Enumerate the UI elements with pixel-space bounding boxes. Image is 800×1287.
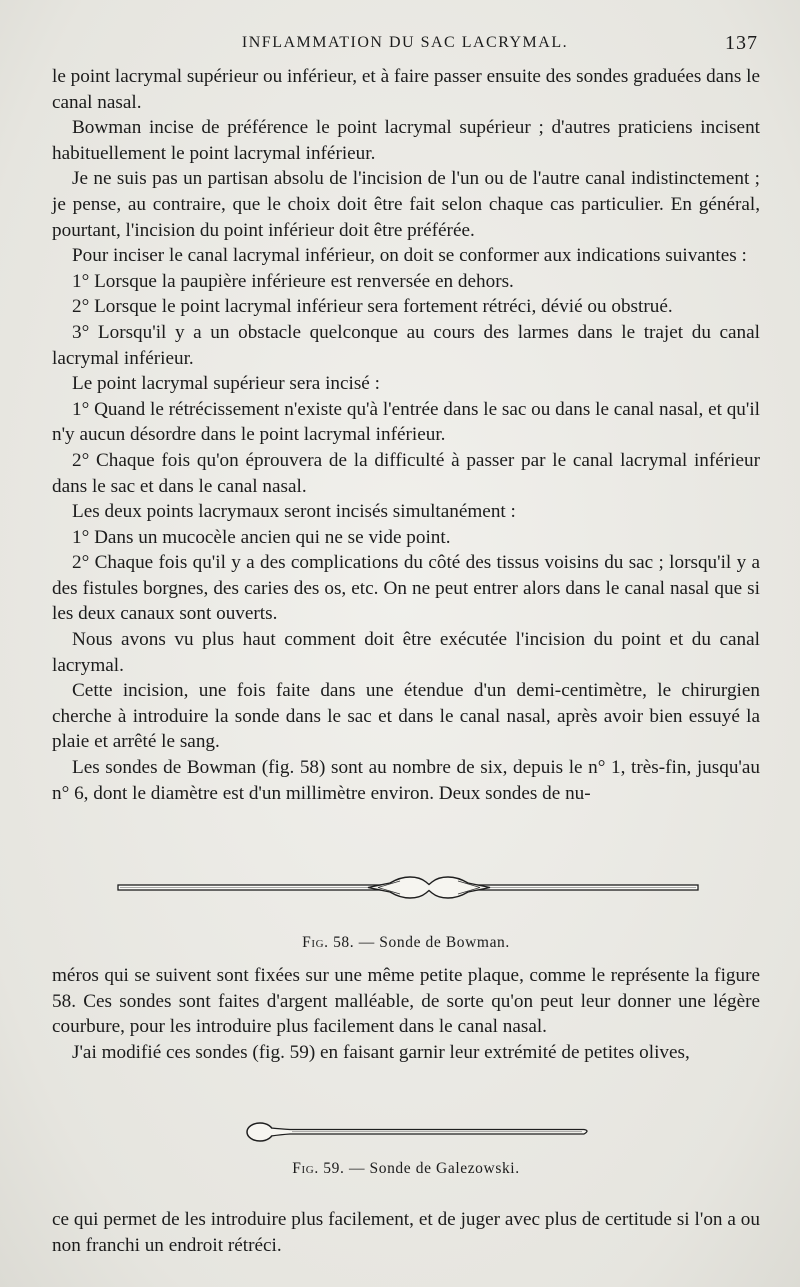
figure-58-title: — Sonde de Bowman. <box>358 934 510 951</box>
page-number: 137 <box>725 32 758 54</box>
paragraph: Cette incision, une fois faite dans une étendue d'un demi-centimètre, le chirurgien cherche à introduire la sonde dans le sac et dans le canal nasal, après avoir bien essuyé la plaie et arrêté le sang. <box>52 680 760 753</box>
text-block-middle <box>52 963 760 1065</box>
paragraph: le point lacrymal supérieur ou inférieur, et à faire passer ensuite des sondes graduées dans le canal nasal. <box>52 66 760 113</box>
paragraph: ce qui permet de les introduire plus facilement, et de juger avec plus de certitude si l'on a ou non franchi un endroit rétréci. <box>52 1209 760 1256</box>
paragraph: Je ne suis pas un partisan absolu de l'incision de l'un ou de l'autre canal indistinctement ; je pense, au contraire, que le choix doit être fait selon chaque cas particulier. En général, pourtant, l'incision du point inférieur doit être préférée. <box>52 168 760 241</box>
bowman-probe-illustration <box>52 868 760 908</box>
running-title: INFLAMMATION DU SAC LACRYMAL. <box>241 34 569 51</box>
text-block-bottom <box>52 1207 760 1258</box>
galezowski-probe-illustration <box>52 1118 760 1148</box>
list-item: 3° Lorsqu'il y a un obstacle quelconque au cours des larmes dans le trajet du canal lacrymal inférieur. <box>52 321 760 369</box>
paragraph: méros qui se suivent sont fixées sur une même petite plaque, comme le représente la figure 58. Ces sondes sont faites d'argent malléable, de sorte qu'on peut leur donner une légère courbure, pour les introduire plus facilement dans le canal nasal. <box>52 965 760 1038</box>
paragraph: Les deux points lacrymaux seront incisés simultanément : <box>72 501 516 523</box>
paragraph: Les sondes de Bowman (fig. 58) sont au nombre de six, depuis le n° 1, très-fin, jusqu'au n° 6, dont le diamètre est d'un millimètre environ. Deux sondes de nu- <box>52 757 760 804</box>
figure-58-caption <box>52 934 760 952</box>
paragraph: Pour inciser le canal lacrymal inférieur, on doit se conformer aux indications suivantes : <box>72 245 747 267</box>
list-item: 1° Lorsque la paupière inférieure est renversée en dehors. <box>72 270 514 292</box>
list-item: 2° Chaque fois qu'il y a des complications du côté des tissus voisins du sac ; lorsqu'il y a des fistules borgnes, des caries des os, etc. On ne peut entrer alors dans le canal nasal que si les deux canaux sont ouverts. <box>52 552 760 625</box>
paragraph: Le point lacrymal supérieur sera incisé : <box>72 373 380 395</box>
figure-59-label: Fig. 59. <box>292 1160 345 1177</box>
page-header <box>52 30 758 60</box>
paragraph: J'ai modifié ces sondes (fig. 59) en faisant garnir leur extrémité de petites olives, <box>72 1041 690 1063</box>
figure-59-title: — Sonde de Galezowski. <box>348 1160 520 1177</box>
list-item: 1° Dans un mucocèle ancien qui ne se vide point. <box>72 526 451 548</box>
figure-58 <box>52 868 760 952</box>
figure-59-caption <box>52 1160 760 1178</box>
paragraph: Bowman incise de préférence le point lacrymal supérieur ; d'autres praticiens incisent habituellement le point lacrymal inférieur. <box>52 117 760 164</box>
text-block-top <box>52 64 760 806</box>
list-item: 1° Quand le rétrécissement n'existe qu'à l'entrée dans le sac ou dans le canal nasal, et qu'il n'y aucun désordre dans le point lacrymal inférieur. <box>52 398 761 446</box>
paragraph: Nous avons vu plus haut comment doit être exécutée l'incision du point et du canal lacrymal. <box>52 629 760 676</box>
figure-58-label: Fig. 58. <box>302 934 355 951</box>
list-item: 2° Chaque fois qu'on éprouvera de la difficulté à passer par le canal lacrymal inférieur dans le sac et dans le canal nasal. <box>52 449 760 497</box>
list-item: 2° Lorsque le point lacrymal inférieur sera fortement rétréci, dévié ou obstrué. <box>72 296 673 318</box>
figure-59 <box>52 1118 760 1178</box>
